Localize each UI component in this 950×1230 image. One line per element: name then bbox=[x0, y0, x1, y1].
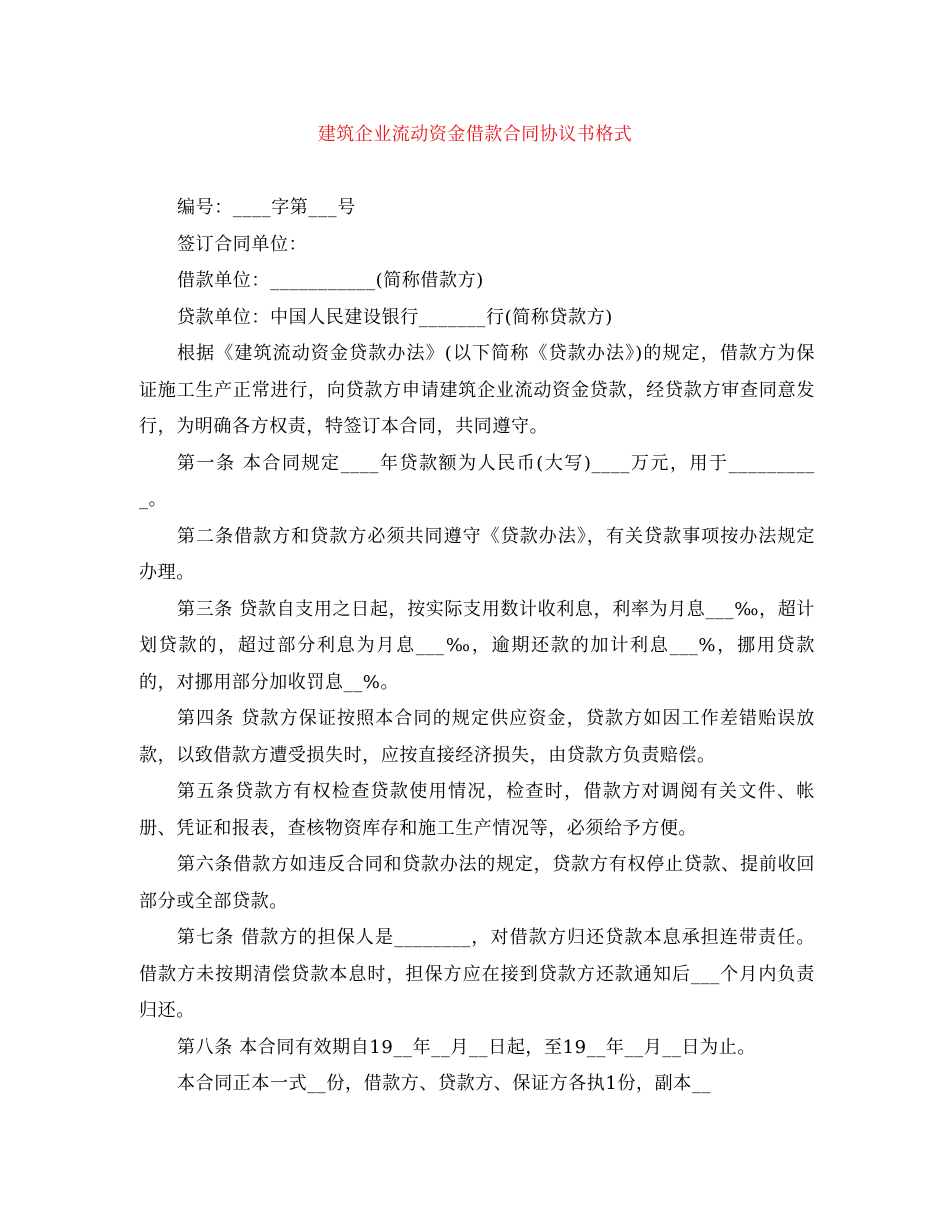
document-body bbox=[139, 190, 815, 1103]
preamble-paragraph: 根据《建筑流动资金贷款办法》(以下简称《贷款办法》)的规定，借款方为保证施工生产正常进行，向贷款方申请建筑企业流动资金贷款，经贷款方审查同意发行，为明确各方权责，特签订本合同，共同遵守。 bbox=[139, 343, 815, 437]
signing-parties-label: 签订合同单位： bbox=[177, 233, 308, 255]
article-1: 第一条 本合同规定____年贷款额为人民币(大写)____万元，用于__________。 bbox=[139, 452, 815, 510]
article-4: 第四条 贷款方保证按照本合同的规定供应资金，贷款方如因工作差错贻误放款，以致借款方遭受损失时，应按直接经济损失，由贷款方负责赔偿。 bbox=[139, 708, 815, 766]
contract-number: 编号：____字第___号 bbox=[177, 197, 356, 218]
article-3: 第三条 贷款自支用之日起，按实际支用数计收利息，利率为月息___‰，超计划贷款的，超过部分利息为月息___‰，逾期还款的加计利息___%，挪用贷款的，对挪用部分加收罚息__%。 bbox=[139, 598, 815, 693]
article-7: 第七条 借款方的担保人是________，对借款方归还贷款本息承担连带责任。借款方未按期清偿贷款本息时，担保方应在接到贷款方还款通知后___个月内负责归还。 bbox=[139, 927, 815, 1021]
borrower-line: 借款单位：___________(简称借款方) bbox=[177, 270, 484, 291]
article-2: 第二条借款方和贷款方必须共同遵守《贷款办法》，有关贷款事项按办法规定办理。 bbox=[139, 525, 815, 583]
article-8: 第八条 本合同有效期自19__年__月__日起，至19__年__月__日为止。 bbox=[177, 1036, 756, 1058]
lender-line: 贷款单位：中国人民建设银行_______行(简称贷款方) bbox=[177, 306, 613, 328]
article-6: 第六条借款方如违反合同和贷款办法的规定，贷款方有权停止贷款、提前收回部分或全部贷款。 bbox=[139, 854, 815, 912]
document-title: 建筑企业流动资金借款合同协议书格式 bbox=[317, 124, 633, 145]
copies-paragraph: 本合同正本一式__份，借款方、贷款方、保证方各执1份，副本__ bbox=[177, 1073, 712, 1094]
article-5: 第五条贷款方有权检查贷款使用情况，检查时，借款方对调阅有关文件、帐册、凭证和报表，查核物资库存和施工生产情况等，必须给予方便。 bbox=[139, 781, 815, 839]
